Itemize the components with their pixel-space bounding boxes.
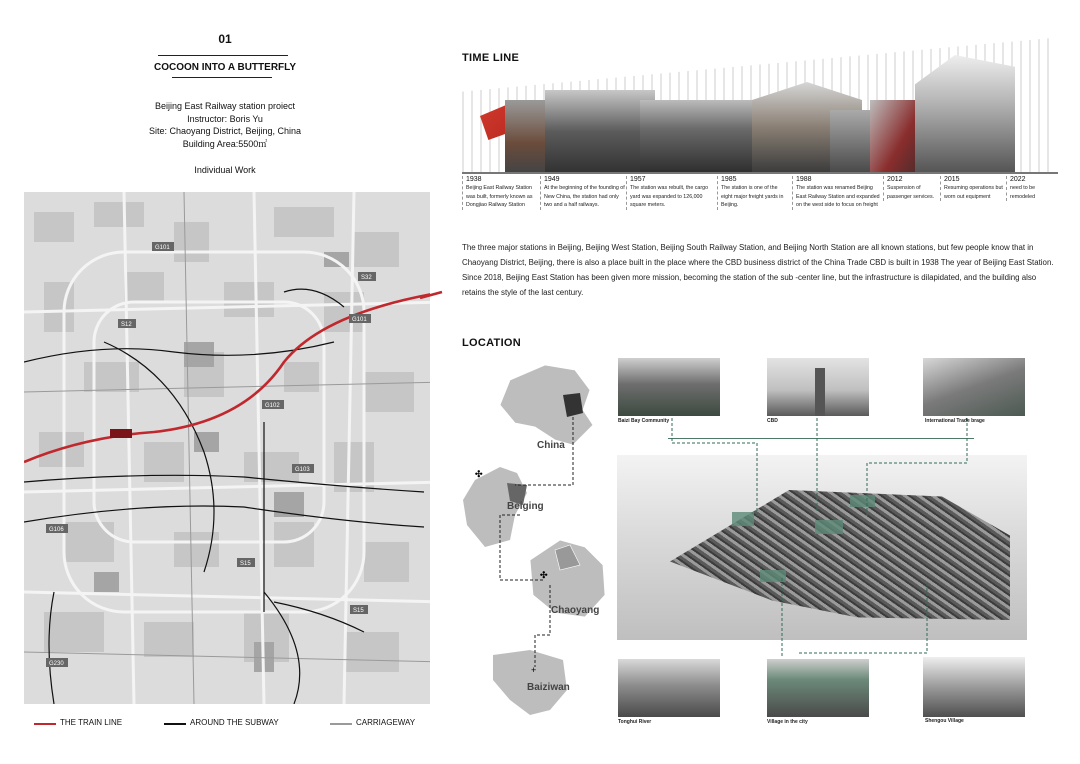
city-map [24, 192, 430, 704]
timeline-year: 2015 [944, 176, 960, 183]
road-label-g106: G106 [49, 527, 64, 533]
tonghui-river-photo [618, 659, 720, 717]
timeline-year: 1938 [466, 176, 482, 183]
city-map-graphic [24, 192, 430, 704]
legend-subway-label: AROUND THE SUBWAY [190, 718, 279, 727]
project-name: Beijing East Railway station proiect [154, 101, 296, 111]
svg-text:✣: ✣ [475, 469, 483, 479]
timeline-year: 1985 [721, 176, 737, 183]
timeline-text: Suspension of passenger services. [887, 185, 935, 200]
map-label-baiziwan: Baiziwan [527, 682, 570, 693]
timeline-year: 2022 [1010, 176, 1026, 183]
legend-train-label: THE TRAIN LINE [60, 718, 123, 727]
legend-subway-swatch [164, 723, 186, 725]
timeline-event-1985 [717, 176, 789, 210]
timeline-event-2012 [883, 176, 941, 201]
road-label-s15: S15 [240, 561, 251, 567]
caption-village-city: Village in the city [767, 719, 808, 725]
timeline-text: need to be remodeled [1010, 185, 1036, 200]
trade-bridge-photo [923, 358, 1025, 416]
timeline-year: 1949 [544, 176, 560, 183]
work-type: Individual Work [194, 165, 256, 175]
shengou-village-photo [923, 657, 1025, 717]
road-label-s15-south: S15 [353, 608, 364, 614]
caption-trade-bridge: International Trade brage [925, 418, 985, 424]
timeline-event-1957 [626, 176, 718, 210]
road-label-g103: G103 [295, 467, 310, 473]
location-maps [455, 355, 620, 715]
timeline-year: 1957 [630, 176, 646, 183]
location-title: LOCATION [462, 337, 522, 349]
road-label-s32: S32 [361, 275, 372, 281]
sheet-number: 01 [218, 32, 232, 46]
project-meta [110, 100, 340, 150]
timeline-year: 2012 [887, 176, 903, 183]
map-label-chaoyang: Chaoyang [551, 605, 600, 616]
road-label-g101: G101 [155, 245, 170, 251]
timeline-title: TIME LINE [462, 52, 520, 64]
timeline-text: The station is one of the eight major freight yards in Beijing. [721, 185, 784, 209]
caption-cbd: CBD [767, 418, 778, 424]
road-label-g102: G102 [265, 403, 280, 409]
timeline-event-2022 [1006, 176, 1058, 201]
train-line-extension [420, 286, 444, 300]
title-rule-top [158, 55, 288, 56]
description-paragraph: The three major stations in Beijing, Beijing West Station, Beijing South Railway Station, and Beijing North Station are all known stations, but few people know that in Chaoyang District, Beijing, there is also a place built in the place where the CBD business district of the China Trade CBD is built in 1938 The year of Beijing East Station. Since 2018, Beijing East Station has been given more mission, becoming the station of the sub -center line, but the infrastructure is dilapidated, and the building also retains the style of the last century. [462, 243, 1054, 297]
caption-tonghui-river: Tonghui River [618, 719, 652, 725]
timeline-text: Beijing East Railway Station was built, formerly known as Dongjiao Railway Station [466, 185, 533, 209]
project-title: COCOON INTO A BUTTERFLY [153, 62, 297, 73]
caption-shengou-village: Shengou Village [925, 718, 964, 724]
timeline-text: The station was rebuilt, the cargo yard was expanded to 126,000 square meters. [630, 185, 709, 209]
svg-text:+: + [531, 665, 537, 675]
caption-baizi-bay: Baizi Bay Community [618, 418, 670, 424]
photo-links [617, 418, 1027, 658]
station-1949-photo [545, 90, 655, 172]
legend-train-swatch [34, 723, 56, 725]
village-city-photo [767, 659, 869, 717]
timeline-event-2015 [940, 176, 1006, 201]
timeline-year: 1988 [796, 176, 812, 183]
road-label-g101-east: G101 [352, 317, 367, 323]
site: Site: Chaoyang District, Beijing, China [148, 126, 302, 136]
timeline-text: At the beginning of the founding of New China, the station had only two and a half railways. [544, 185, 625, 209]
baizi-bay-photo [618, 358, 720, 416]
timeline-axis [462, 172, 1058, 174]
building-area: Building Area:5500㎡ [182, 138, 268, 149]
map-label-beijing: Beiging [507, 501, 544, 512]
timeline-event-1988 [792, 176, 884, 210]
svg-text:✣: ✣ [540, 570, 548, 580]
legend-carriageway-swatch [330, 723, 352, 725]
road-label-g230: G230 [49, 661, 64, 667]
title-rule-bottom [172, 77, 272, 78]
legend-carriageway-label: CARRIAGEWAY [356, 718, 416, 727]
timeline-event-1949 [540, 176, 628, 210]
timeline-text: Resuming operations but worn out equipment [944, 185, 1003, 200]
timeline-text: The station was renamed Beijing East Railway Station and expanded on the west side to focus on freight [796, 185, 880, 209]
timeline-event-1938 [462, 176, 541, 210]
map-label-china: China [537, 440, 565, 451]
cbd-photo [767, 358, 869, 416]
crowd-photo [640, 100, 760, 172]
road-label-s12: S12 [121, 322, 132, 328]
instructor: Instructor: Boris Yu [187, 113, 263, 124]
